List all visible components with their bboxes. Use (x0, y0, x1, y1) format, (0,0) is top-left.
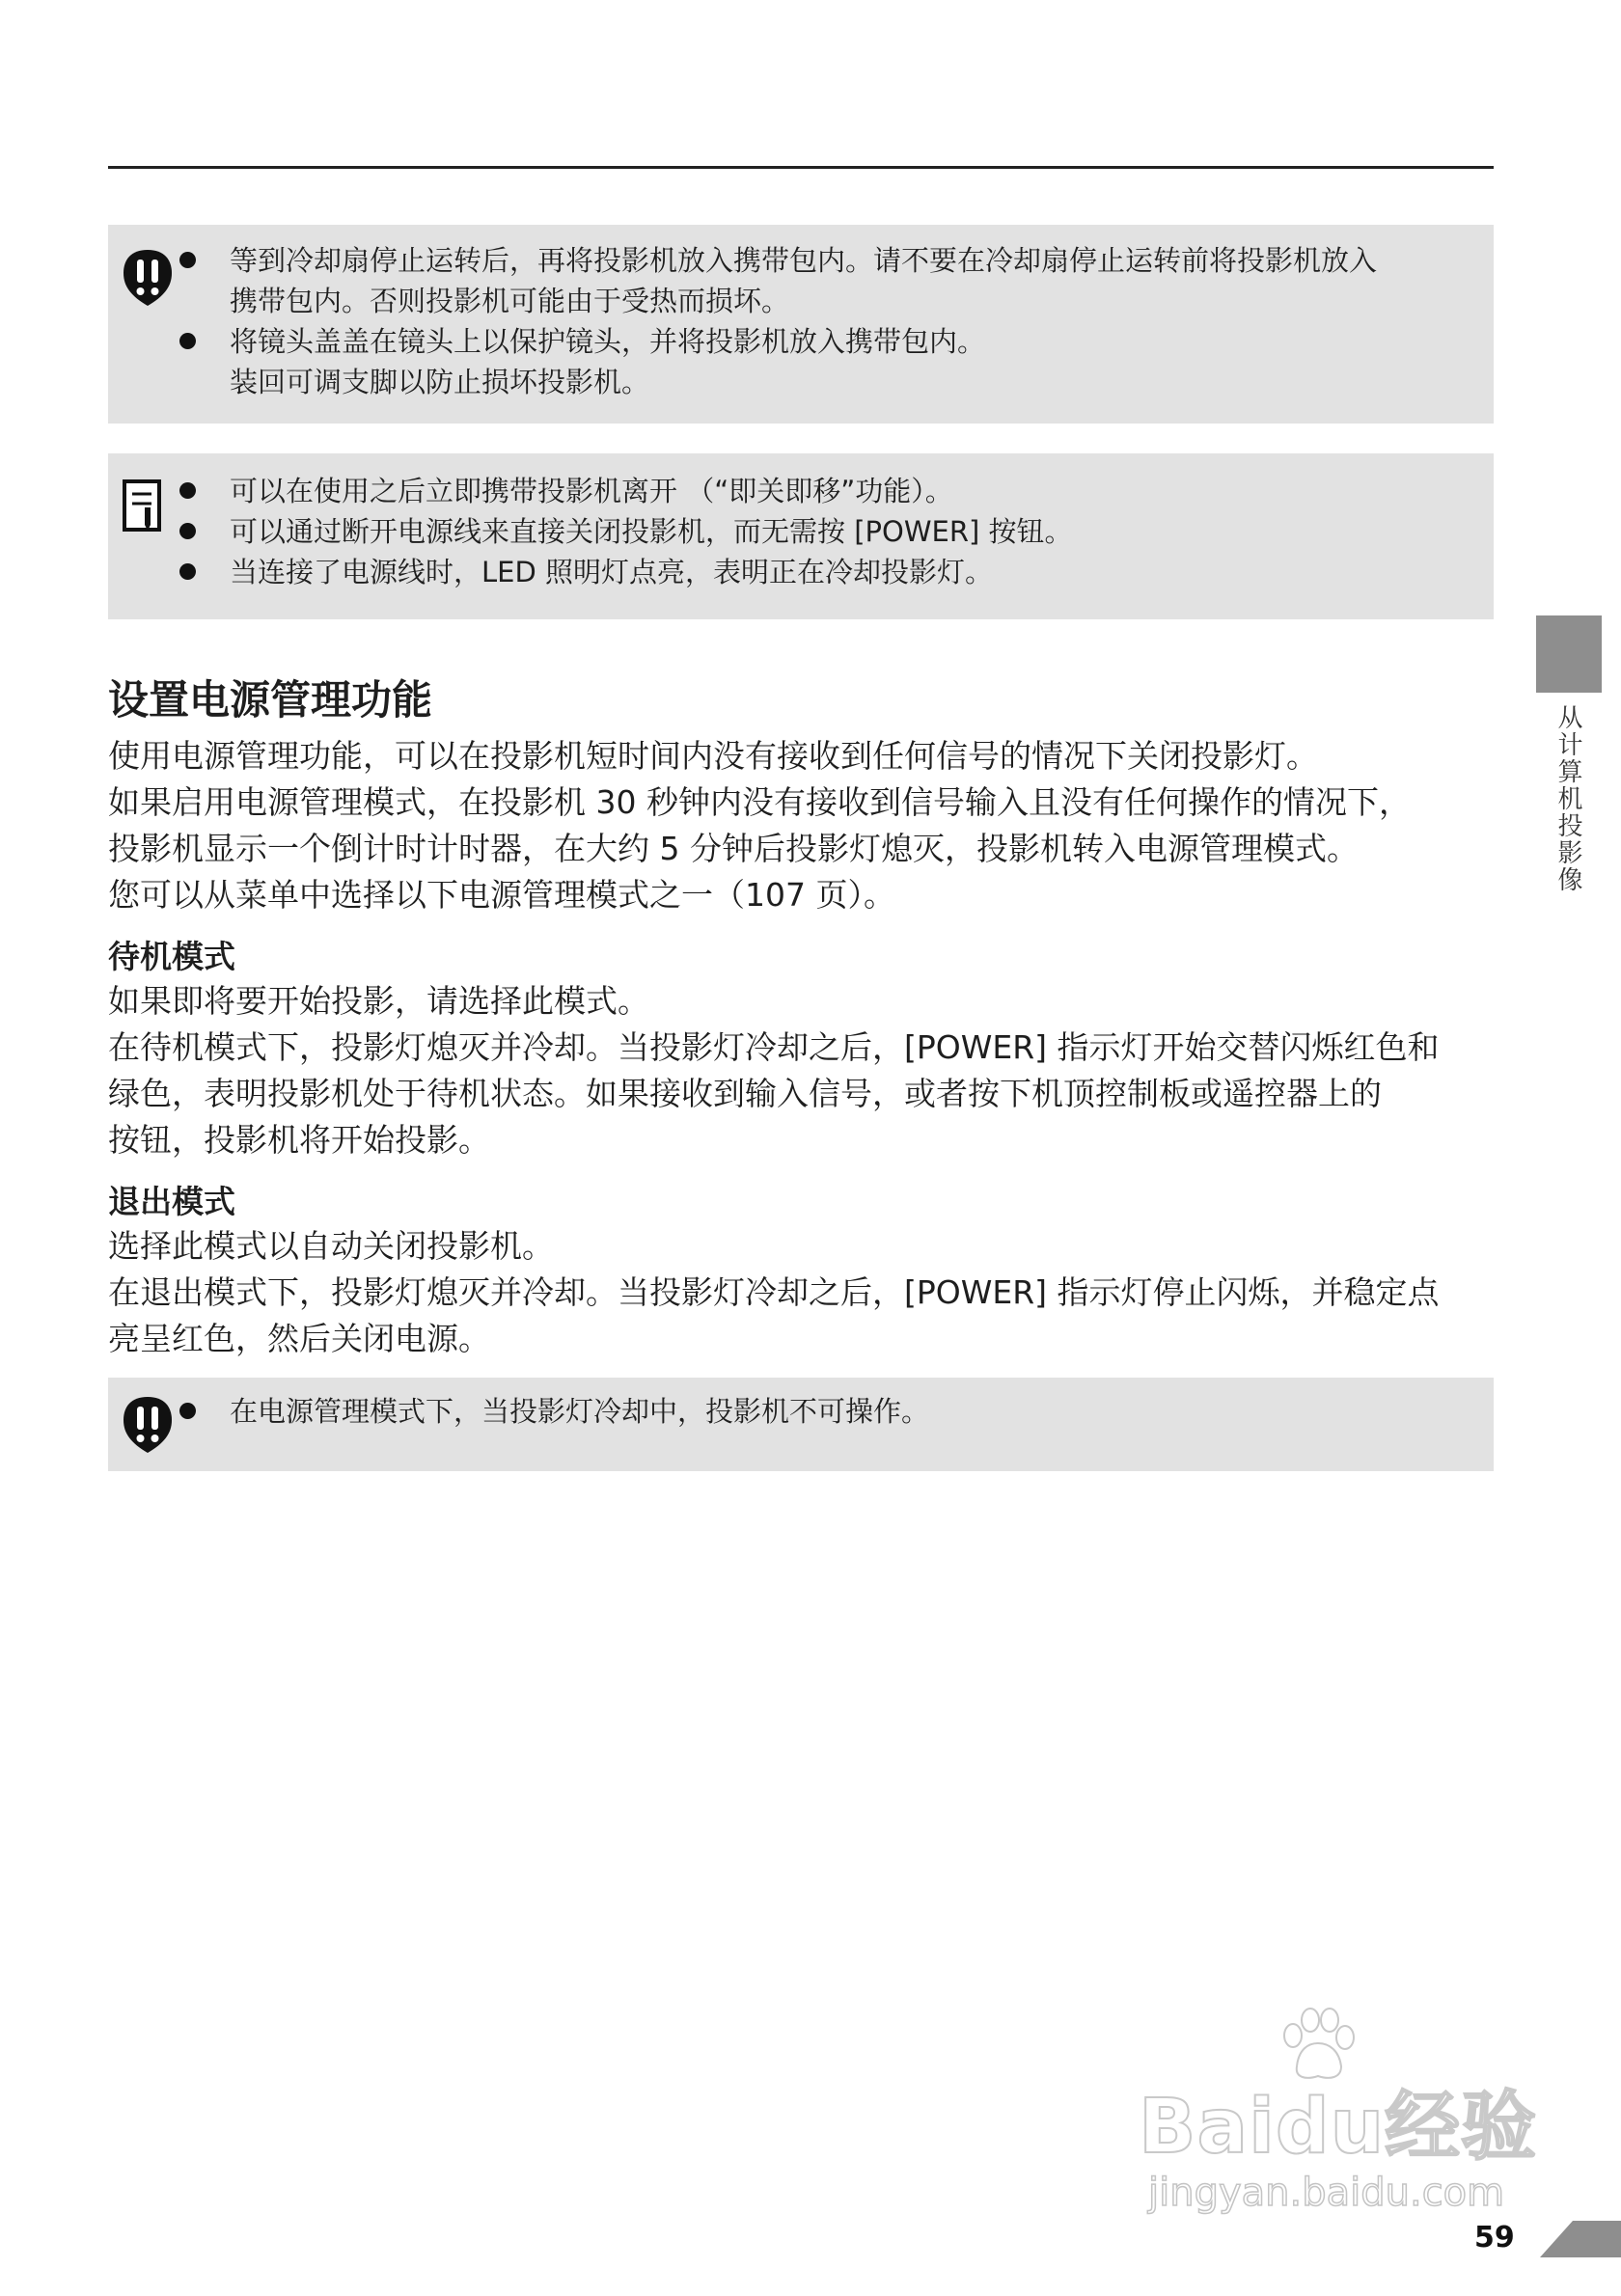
list-item: 将镜头盖盖在镜头上以保护镜头，并将投影机放入携带包内。 装回可调支脚以防止损坏投影机。 (230, 321, 1474, 402)
memo-list (230, 471, 1474, 592)
bullet-icon (179, 252, 196, 268)
chapter-tab-label: 从计算机投影像 (1553, 704, 1582, 893)
memo-box (108, 453, 1494, 619)
intro-line: 投影机显示一个倒计时计时器，在大约 5 分钟后投影灯熄灭，投影机转入电源管理模式。 (108, 830, 1359, 867)
caution-box (108, 1378, 1494, 1471)
intro-line: 使用电源管理功能，可以在投影机短时间内没有接收到任何信号的情况下关闭投影灯。 (108, 737, 1318, 775)
bullet-icon (179, 482, 196, 499)
caution-icon (122, 248, 174, 308)
list-item: 在电源管理模式下，当投影灯冷却中，投影机不可操作。 (230, 1391, 1474, 1432)
memo-icon (122, 478, 162, 534)
bullet-icon (179, 1403, 196, 1419)
list-item: 当连接了电源线时，LED 照明灯点亮，表明正在冷却投影灯。 (230, 552, 1474, 592)
exit-heading: 退出模式 (108, 1183, 235, 1220)
exit-line: 亮呈红色，然后关闭电源。 (108, 1320, 490, 1357)
list-item: 可以在使用之后立即携带投影机离开 （“即关即移”功能）。 (230, 471, 1474, 511)
list-item: 等到冷却扇停止运转后，再将投影机放入携带包内。请不要在冷却扇停止运转前将投影机放入 携带包内。否则投影机可能由于受热而损坏。 (230, 240, 1474, 321)
list-item: 可以通过断开电源线来直接关闭投影机，而无需按 [POWER] 按钮。 (230, 511, 1474, 552)
bullet-icon (179, 333, 196, 349)
standby-line: 如果即将要开始投影，请选择此模式。 (108, 982, 649, 1020)
baidu-watermark (1139, 2007, 1544, 2228)
intro-line: 您可以从菜单中选择以下电源管理模式之一（107 页）。 (108, 876, 895, 914)
page-number: 59 (1474, 2221, 1515, 2255)
exit-line: 在退出模式下，投影灯熄灭并冷却。当投影灯冷却之后，[POWER] 指示灯停止闪烁，并稳定点 (108, 1273, 1440, 1311)
bullet-icon (179, 563, 196, 580)
page-corner-mark (1540, 2221, 1621, 2257)
watermark-url: jingyan.baidu.com (1148, 2171, 1505, 2215)
caution-icon (122, 1395, 174, 1455)
intro-line: 如果启用电源管理模式，在投影机 30 秒钟内没有接收到信号输入且没有任何操作的情况下， (108, 783, 1411, 821)
chapter-tab (1536, 615, 1602, 693)
caution-box (108, 225, 1494, 424)
standby-line: 绿色，表明投影机处于待机状态。如果接收到输入信号，或者按下机顶控制板或遥控器上的 (108, 1075, 1382, 1112)
caution-list (230, 1391, 1474, 1432)
exit-line: 选择此模式以自动关闭投影机。 (108, 1227, 554, 1265)
section-title: 设置电源管理功能 (108, 676, 433, 724)
standby-line: 在待机模式下，投影灯熄灭并冷却。当投影灯冷却之后，[POWER] 指示灯开始交替闪烁红色和 (108, 1028, 1440, 1066)
watermark-brand: Baidu经验 (1139, 2084, 1538, 2171)
standby-heading: 待机模式 (108, 938, 235, 975)
caution-list (230, 240, 1474, 402)
standby-line: 按钮，投影机将开始投影。 (108, 1121, 490, 1159)
header-rule (108, 166, 1494, 169)
bullet-icon (179, 523, 196, 539)
